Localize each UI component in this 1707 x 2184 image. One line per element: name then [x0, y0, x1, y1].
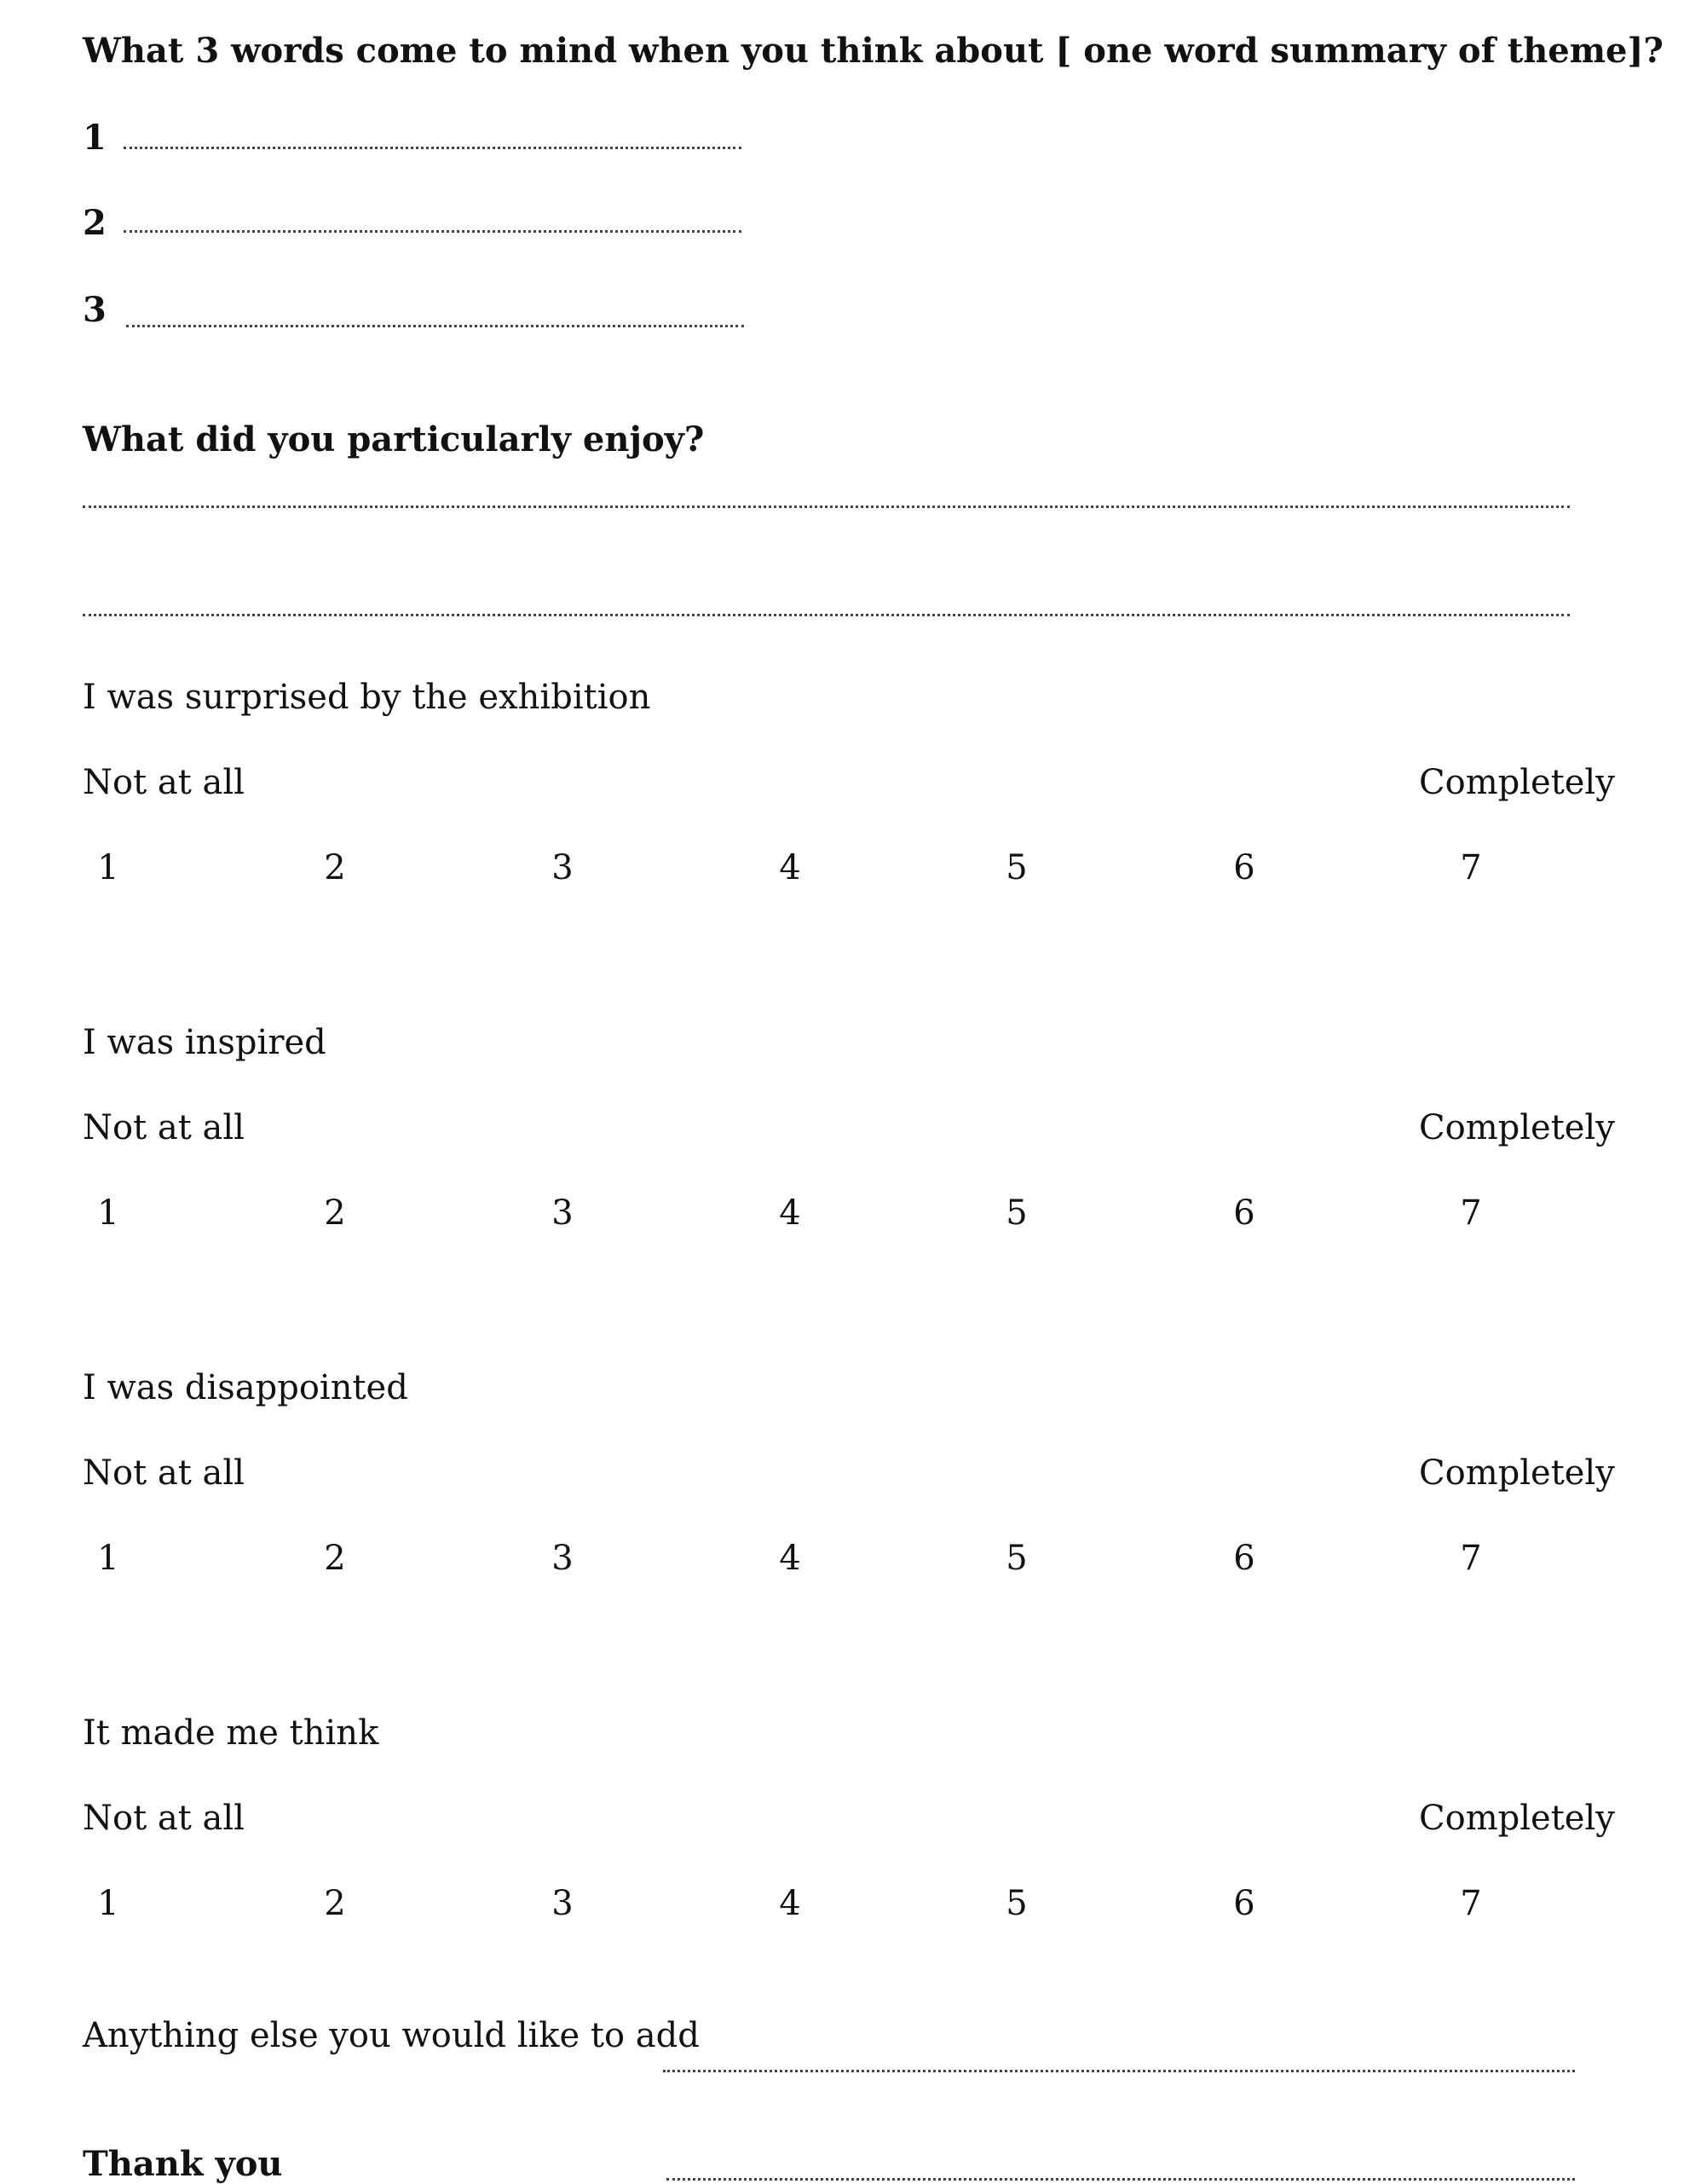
scale-prompt: I was surprised by the exhibition: [83, 678, 651, 717]
scale-option-5[interactable]: 5: [1006, 848, 1028, 887]
scale-prompt: It made me think: [83, 1713, 379, 1753]
scale-option-7[interactable]: 7: [1460, 1884, 1482, 1923]
scale-low-label: Not at all: [83, 763, 245, 802]
scale-low-label: Not at all: [83, 1799, 245, 1838]
scale-option-1[interactable]: 1: [97, 848, 119, 887]
scale-option-2[interactable]: 2: [324, 1193, 346, 1233]
scale-option-2[interactable]: 2: [324, 1539, 346, 1578]
words-question-heading: What 3 words come to mind when you think about [ one word summary of theme]?: [83, 31, 1664, 71]
thank-you-text: Thank you: [83, 2144, 283, 2184]
enjoy-answer-line-2[interactable]: [83, 614, 1570, 616]
word-label-1: 1: [83, 118, 107, 158]
scale-option-4[interactable]: 4: [779, 1193, 801, 1233]
scale-option-7[interactable]: 7: [1460, 1193, 1482, 1233]
scale-option-3[interactable]: 3: [551, 1193, 574, 1233]
scale-high-label: Completely: [1419, 1108, 1615, 1147]
scale-option-5[interactable]: 5: [1006, 1539, 1028, 1578]
scale-option-1[interactable]: 1: [97, 1193, 119, 1233]
scale-option-1[interactable]: 1: [97, 1539, 119, 1578]
scale-high-label: Completely: [1419, 1453, 1615, 1493]
scale-option-6[interactable]: 6: [1233, 848, 1255, 887]
scale-option-6[interactable]: 6: [1233, 1539, 1255, 1578]
scale-option-7[interactable]: 7: [1460, 848, 1482, 887]
scale-low-label: Not at all: [83, 1453, 245, 1493]
scale-option-1[interactable]: 1: [97, 1884, 119, 1923]
scale-option-6[interactable]: 6: [1233, 1884, 1255, 1923]
scale-prompt: I was inspired: [83, 1023, 326, 1062]
scale-option-2[interactable]: 2: [324, 848, 346, 887]
scale-option-7[interactable]: 7: [1460, 1539, 1482, 1578]
enjoy-answer-line-1[interactable]: [83, 506, 1570, 508]
word-label-3: 3: [83, 290, 107, 330]
add-question-prompt: Anything else you would like to add: [83, 2016, 700, 2055]
scale-option-5[interactable]: 5: [1006, 1884, 1028, 1923]
enjoy-question-heading: What did you particularly enjoy?: [83, 419, 705, 459]
scale-option-4[interactable]: 4: [779, 848, 801, 887]
scale-option-3[interactable]: 3: [551, 1884, 574, 1923]
scale-high-label: Completely: [1419, 763, 1615, 802]
add-answer-line[interactable]: [663, 2070, 1575, 2072]
scale-option-6[interactable]: 6: [1233, 1193, 1255, 1233]
word-label-2: 2: [83, 203, 107, 243]
scale-prompt: I was disappointed: [83, 1368, 408, 1407]
word-answer-line-1[interactable]: [124, 147, 741, 149]
scale-option-4[interactable]: 4: [779, 1539, 801, 1578]
scale-option-4[interactable]: 4: [779, 1884, 801, 1923]
scale-option-3[interactable]: 3: [551, 848, 574, 887]
word-answer-line-3[interactable]: [126, 325, 744, 327]
scale-option-2[interactable]: 2: [324, 1884, 346, 1923]
scale-high-label: Completely: [1419, 1799, 1615, 1838]
scale-option-5[interactable]: 5: [1006, 1193, 1028, 1233]
signature-line[interactable]: [666, 2178, 1575, 2181]
scale-option-3[interactable]: 3: [551, 1539, 574, 1578]
word-answer-line-2[interactable]: [124, 230, 741, 233]
scale-low-label: Not at all: [83, 1108, 245, 1147]
